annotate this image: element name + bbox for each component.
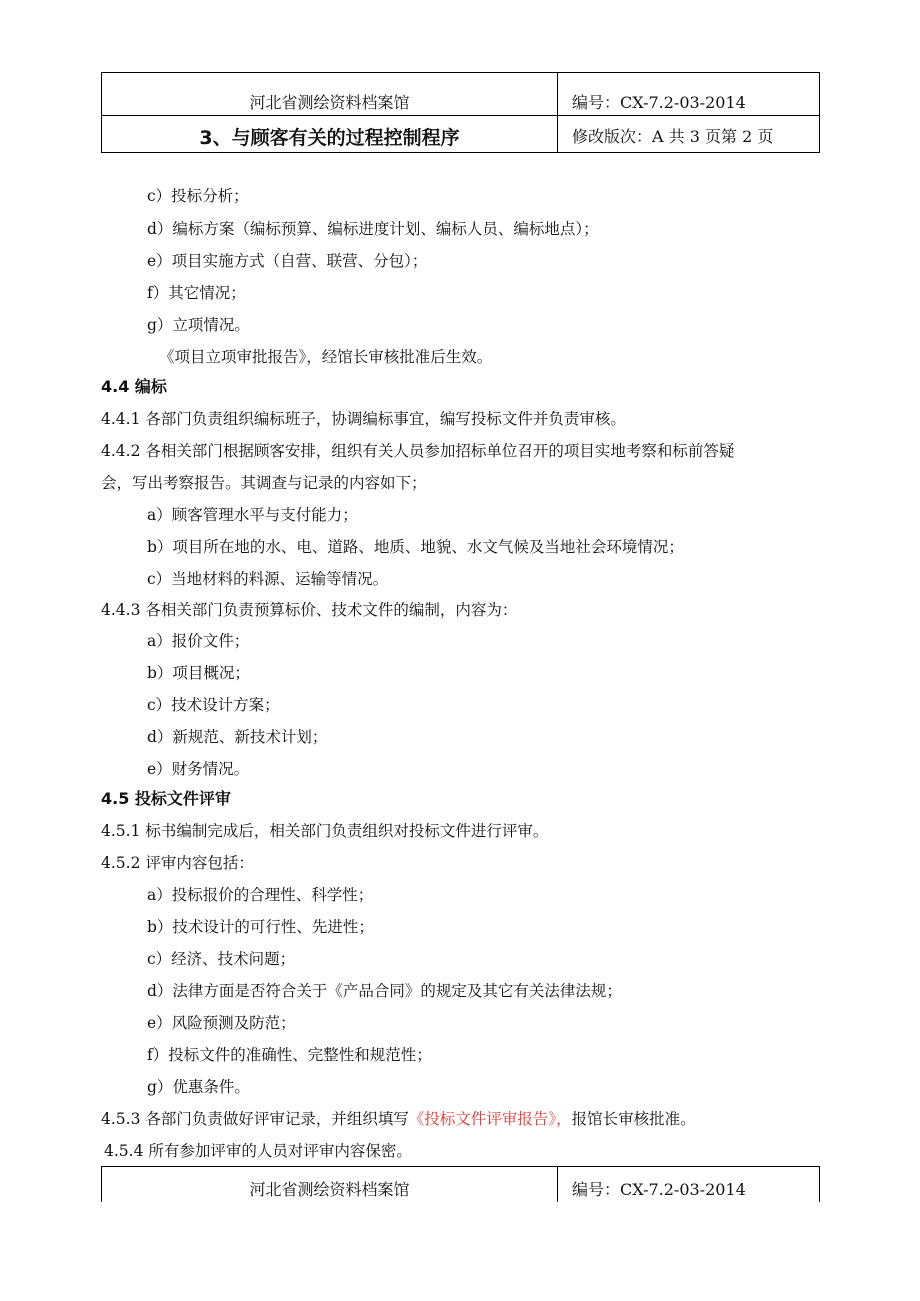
list-item: e）财务情况。 (147, 760, 250, 778)
list-item: c）投标分析； (147, 187, 249, 205)
section-heading: 4.5 投标文件评审 (101, 789, 231, 808)
list-item: b）项目所在地的水、电、道路、地质、地貌、水文气候及当地社会环境情况； (147, 538, 684, 556)
list-item: b）项目概况； (147, 664, 250, 682)
list-item: g）立项情况。 (147, 316, 250, 334)
footer-code: 编号：CX-7.2-03-2014 (558, 1167, 820, 1203)
paragraph: 会，写出考察报告。其调查与记录的内容如下； (101, 474, 427, 492)
paragraph: 4.4.1 各部门负责组织编标班子，协调编标事宜，编写投标文件并负责审核。 (101, 410, 626, 428)
footer-table (101, 1166, 820, 1202)
paragraph: 4.5.4 所有参加评审的人员对评审内容保密。 (104, 1142, 412, 1160)
list-item: e）风险预测及防范； (147, 1014, 296, 1032)
header-code: 编号：CX-7.2-03-2014 (558, 73, 820, 116)
list-item: a）投标报价的合理性、科学性； (147, 886, 374, 904)
footer-org: 河北省测绘资料档案馆 (102, 1167, 558, 1203)
paragraph: 4.4.3 各相关部门负责预算标价、技术文件的编制，内容为： (101, 601, 518, 619)
list-item: a）顾客管理水平与支付能力； (147, 506, 358, 524)
list-item: b）技术设计的可行性、先进性； (147, 918, 374, 936)
list-item: d）编标方案（编标预算、编标进度计划、编标人员、编标地点）； (147, 220, 599, 238)
list-item: c）技术设计方案； (147, 696, 280, 714)
paragraph: 《项目立项审批报告》，经馆长审核批准后生效。 (159, 348, 493, 366)
list-item: e）项目实施方式（自营、联营、分包）； (147, 252, 428, 270)
list-item: d）法律方面是否符合关于《产品合同》的规定及其它有关法律法规； (147, 982, 622, 1000)
paragraph: 4.5.1 标书编制完成后，相关部门负责组织对投标文件进行评审。 (101, 822, 549, 840)
list-item: d）新规范、新技术计划； (147, 728, 328, 746)
paragraph: 4.4.2 各相关部门根据顾客安排，组织有关人员参加招标单位召开的项目实地考察和标前答疑 (101, 442, 735, 460)
document-title: 3、与顾客有关的过程控制程序 (102, 116, 558, 153)
list-item: c）经济、技术问题； (147, 950, 296, 968)
paragraph-text: 报馆长审核批准。 (571, 1110, 696, 1128)
section-heading: 4.4 编标 (101, 377, 167, 396)
paragraph-text: 4.5.3 各部门负责做好评审记录，并组织填写 (101, 1110, 409, 1128)
paragraph: 4.5.2 评审内容包括： (101, 854, 254, 872)
list-item: g）优惠条件。 (147, 1078, 250, 1096)
list-item: f）其它情况； (147, 284, 246, 302)
list-item: a）报价文件； (147, 632, 250, 650)
report-reference: 《投标文件评审报告》， (408, 1110, 572, 1128)
paragraph (101, 1109, 696, 1129)
header-org: 河北省测绘资料档案馆 (102, 73, 558, 116)
list-item: c）当地材料的料源、运输等情况。 (147, 570, 389, 588)
header-table (101, 72, 820, 153)
list-item: f）投标文件的准确性、完整性和规范性； (147, 1046, 432, 1064)
header-revision: 修改版次：A 共 3 页第 2 页 (558, 116, 820, 153)
